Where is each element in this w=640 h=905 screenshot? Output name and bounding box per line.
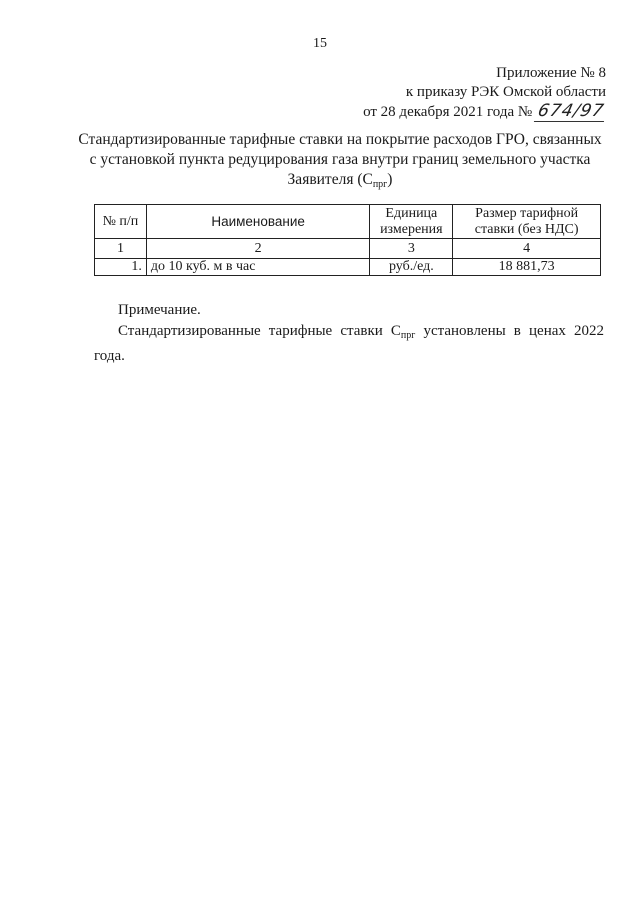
title-line-1: Стандартизированные тарифные ставки на покрытие расходов ГРО, связанных — [78, 131, 602, 148]
header-rate: Размер тарифной ставки (без НДС) — [453, 205, 601, 239]
note-heading: Примечание. — [118, 302, 201, 318]
document-title — [60, 130, 620, 195]
note-block — [94, 300, 604, 367]
table-row — [95, 259, 601, 276]
appendix-line-2: к приказу РЭК Омской области — [405, 84, 606, 100]
column-number-4: 4 — [453, 239, 601, 259]
note-text: Стандартизированные тарифные ставки $С_{прг}$ установлены в ценах 2022 — [118, 323, 604, 341]
appendix-line-3 — [363, 102, 606, 122]
title-line-3: Заявителя $(С_{прг})$ — [287, 171, 393, 190]
column-number-2: 2 — [146, 239, 370, 259]
column-numbers-row — [95, 239, 601, 259]
note-subscript: прг — [400, 330, 416, 341]
appendix-line-1: Приложение № 8 — [496, 65, 606, 81]
title-line-2: с установкой пункта редуцирования газа внутри границ земельного участка — [89, 151, 591, 168]
header-unit: Единица измерения — [370, 205, 453, 239]
appendix-block — [363, 64, 606, 122]
note-text-continuation: года. — [94, 348, 125, 364]
header-number: № п/п — [95, 205, 147, 239]
column-number-1: 1 — [95, 239, 147, 259]
title-subscript: прг — [372, 179, 388, 190]
header-name: Наименование — [146, 205, 370, 239]
table-header-row — [95, 205, 601, 239]
column-number-3: 3 — [370, 239, 453, 259]
row-unit: руб./ед. — [370, 259, 453, 276]
page-number: 15 — [313, 36, 327, 51]
row-name: до 10 куб. м в час — [146, 259, 370, 276]
row-rate: 18 881,73 — [453, 259, 601, 276]
tariff-table — [94, 204, 601, 276]
row-number: 1. — [95, 259, 147, 276]
appendix-date: от 28 декабря 2021 года № — [363, 104, 533, 120]
handwritten-order-number: 674/97 — [534, 102, 608, 122]
